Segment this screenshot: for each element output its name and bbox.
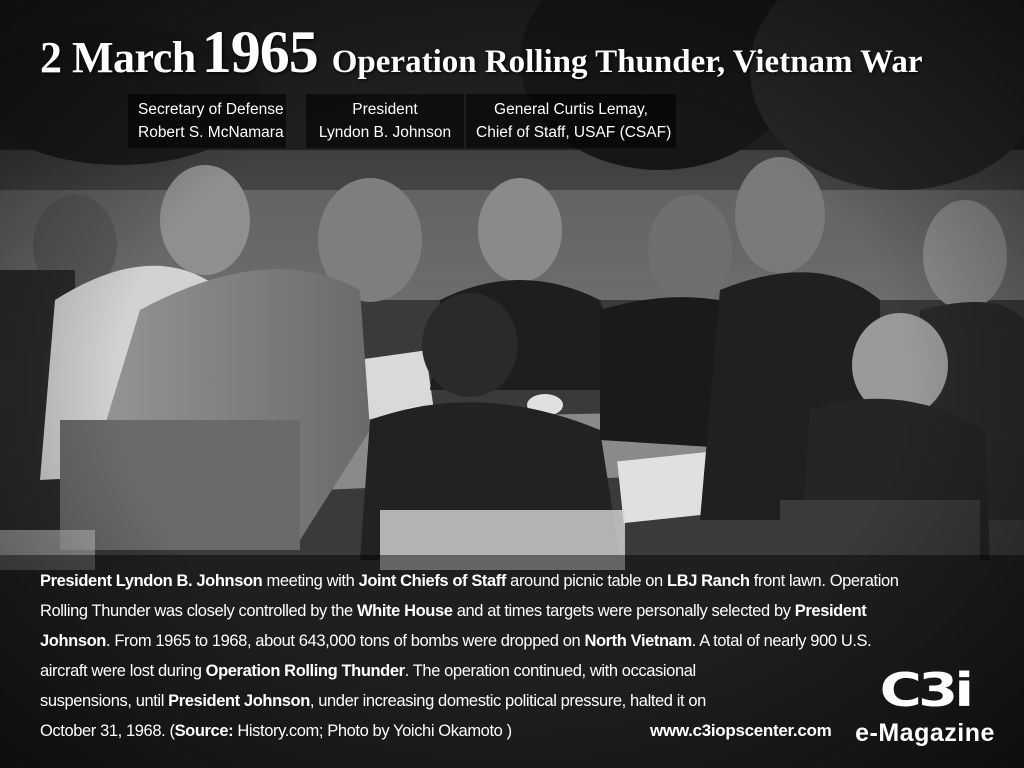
caption-line: Secretary of Defense <box>138 101 284 118</box>
logo-subtitle: e-Magazine <box>855 719 995 747</box>
logo-mark: C3i <box>879 663 971 717</box>
emphasis-text: Johnson <box>40 632 106 650</box>
description-line <box>40 566 1000 596</box>
caption-line: General Curtis Lemay, <box>494 101 648 118</box>
description-line <box>40 626 1000 656</box>
plain-text: History.com; Photo by Yoichi Okamoto ) <box>233 722 512 740</box>
caption-mcnamara <box>128 94 286 148</box>
caption-line: Lyndon B. Johnson <box>318 124 452 141</box>
plain-text: October 31, 1968. ( <box>40 722 175 740</box>
plain-text: aircraft were lost during <box>40 662 206 680</box>
description-line <box>40 596 1000 626</box>
plain-text: suspensions, until <box>40 692 169 710</box>
plain-text: . The operation continued, with occasional <box>404 662 696 680</box>
caption-lemay <box>466 94 676 148</box>
plain-text: . From 1965 to 1968, about 643,000 tons of bombs were dropped on <box>105 632 585 650</box>
emphasis-text: President <box>794 602 867 620</box>
emphasis-text: President Lyndon B. Johnson <box>40 572 263 590</box>
c3i-logo <box>855 664 995 754</box>
caption-line: Chief of Staff, USAF (CSAF) <box>476 124 672 141</box>
caption-line: Robert S. McNamara <box>138 124 284 141</box>
plain-text: Rolling Thunder was closely controlled by the <box>40 602 357 620</box>
caption-johnson <box>306 94 464 148</box>
headline <box>40 18 923 87</box>
plain-text: and at times targets were personally selected by <box>452 602 795 620</box>
emphasis-text: LBJ Ranch <box>667 572 750 590</box>
website-url: www.c3iopscenter.com <box>650 721 832 740</box>
plain-text: . A total of nearly 900 U.S. <box>691 632 872 650</box>
plain-text: , under increasing domestic political pressure, halted it on <box>309 692 706 710</box>
emphasis-text: President Johnson <box>168 692 310 710</box>
caption-line: President <box>352 101 418 118</box>
plain-text: front lawn. Operation <box>749 572 899 590</box>
headline-date: 2 March <box>40 33 196 82</box>
headline-year: 1965 <box>201 19 318 85</box>
emphasis-text: White House <box>356 602 453 620</box>
emphasis-text: Operation Rolling Thunder <box>205 662 405 680</box>
emphasis-text: Joint Chiefs of Staff <box>358 572 506 590</box>
plain-text: around picnic table on <box>506 572 668 590</box>
emphasis-text: Source: <box>174 722 234 740</box>
plain-text: meeting with <box>262 572 359 590</box>
headline-operation: Operation Rolling Thunder, Vietnam War <box>331 44 923 80</box>
emphasis-text: North Vietnam <box>584 632 692 650</box>
